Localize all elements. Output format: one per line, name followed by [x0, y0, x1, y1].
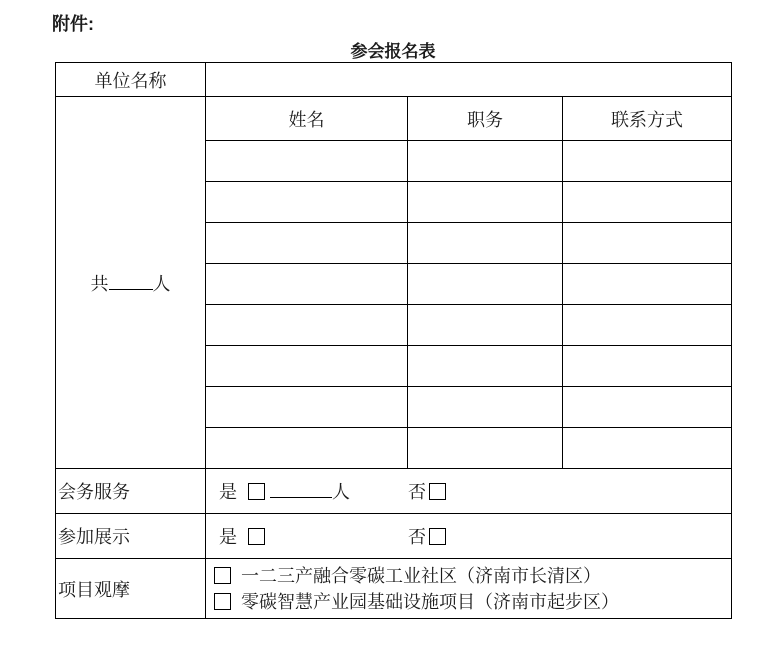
- observation-option-2-checkbox[interactable]: [214, 593, 231, 610]
- observation-option-2: [214, 589, 731, 615]
- column-header-position: 职务: [408, 97, 563, 141]
- person-position-cell[interactable]: [408, 264, 563, 305]
- person-position-cell[interactable]: [408, 305, 563, 346]
- person-contact-cell[interactable]: [563, 387, 732, 428]
- service-yes-label: 是: [219, 482, 237, 502]
- person-position-cell[interactable]: [408, 387, 563, 428]
- observation-option-2-label: 零碳智慧产业园基础设施项目（济南市起步区）: [241, 591, 619, 612]
- person-position-cell[interactable]: [408, 428, 563, 469]
- person-name-cell[interactable]: [206, 141, 408, 182]
- service-yes-group: [219, 482, 350, 502]
- service-people-suffix: 人: [332, 482, 350, 502]
- exhibition-yes-label: 是: [219, 527, 237, 547]
- service-people-blank[interactable]: [270, 478, 332, 498]
- observation-row: [56, 559, 732, 619]
- column-header-name: 姓名: [206, 97, 408, 141]
- unit-name-label: 单位名称: [56, 63, 206, 97]
- exhibition-options-cell: [206, 514, 732, 559]
- unit-name-row: [56, 63, 732, 97]
- unit-name-input-cell[interactable]: [206, 63, 732, 97]
- service-no-group: [408, 478, 446, 504]
- person-header-row: [56, 97, 732, 141]
- exhibition-no-checkbox[interactable]: [429, 528, 446, 545]
- person-name-cell[interactable]: [206, 264, 408, 305]
- exhibition-no-group: [408, 523, 446, 549]
- observation-label: 项目观摩: [56, 559, 206, 619]
- person-contact-cell[interactable]: [563, 428, 732, 469]
- person-name-cell[interactable]: [206, 182, 408, 223]
- person-name-cell[interactable]: [206, 387, 408, 428]
- person-contact-cell[interactable]: [563, 264, 732, 305]
- person-name-cell[interactable]: [206, 223, 408, 264]
- person-position-cell[interactable]: [408, 346, 563, 387]
- observation-option-1: [214, 563, 731, 589]
- person-position-cell[interactable]: [408, 223, 563, 264]
- column-header-contact: 联系方式: [563, 97, 732, 141]
- service-no-checkbox[interactable]: [429, 483, 446, 500]
- person-name-cell[interactable]: [206, 428, 408, 469]
- total-people-cell[interactable]: [56, 97, 206, 469]
- exhibition-row: [56, 514, 732, 559]
- total-people-prefix: 共: [90, 273, 109, 294]
- exhibition-label: 参加展示: [56, 514, 206, 559]
- observation-option-1-checkbox[interactable]: [214, 567, 231, 584]
- attachment-label: 附件:: [52, 14, 94, 34]
- exhibition-no-label: 否: [408, 527, 426, 547]
- observation-options-cell: [206, 559, 732, 619]
- person-contact-cell[interactable]: [563, 346, 732, 387]
- exhibition-yes-checkbox[interactable]: [248, 528, 265, 545]
- person-contact-cell[interactable]: [563, 223, 732, 264]
- person-position-cell[interactable]: [408, 182, 563, 223]
- service-options-cell: [206, 469, 732, 514]
- total-people-suffix: 人: [152, 273, 171, 294]
- service-yes-checkbox[interactable]: [248, 483, 265, 500]
- service-label: 会务服务: [56, 469, 206, 514]
- service-row: [56, 469, 732, 514]
- exhibition-yes-group: [219, 527, 265, 547]
- person-contact-cell[interactable]: [563, 141, 732, 182]
- observation-option-1-label: 一二三产融合零碳工业社区（济南市长清区）: [241, 565, 601, 586]
- person-name-cell[interactable]: [206, 346, 408, 387]
- registration-table: [55, 62, 732, 619]
- total-people-blank[interactable]: [109, 270, 153, 290]
- person-contact-cell[interactable]: [563, 305, 732, 346]
- service-no-label: 否: [408, 482, 426, 502]
- person-position-cell[interactable]: [408, 141, 563, 182]
- form-title: 参会报名表: [350, 42, 436, 61]
- person-contact-cell[interactable]: [563, 182, 732, 223]
- person-name-cell[interactable]: [206, 305, 408, 346]
